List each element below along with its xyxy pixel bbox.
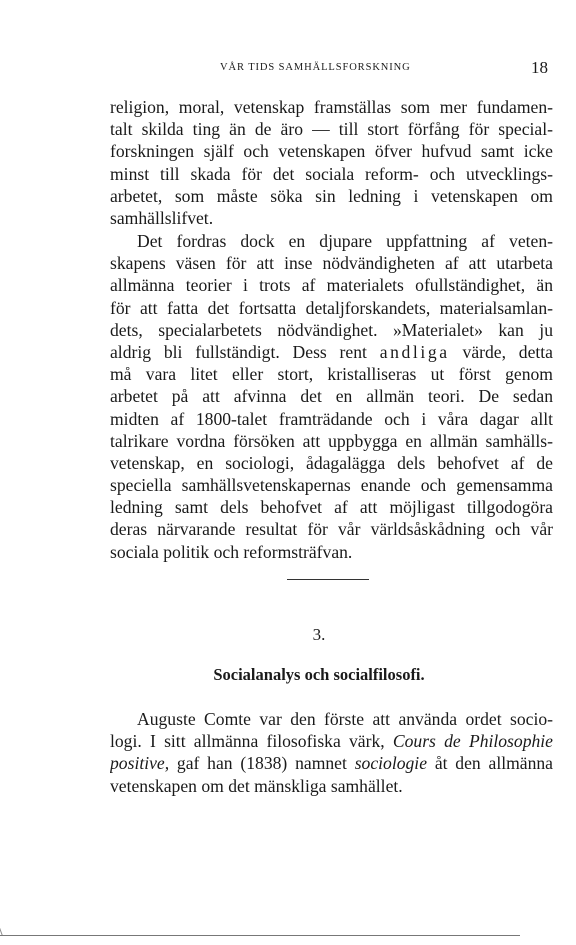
text-run: åt den allmänna [427,753,553,774]
running-head: VÅR TIDS SAMHÄLLSFORSKNING [220,62,411,73]
text-run: gaf han (1838) namnet [169,753,355,774]
text-run: värde, detta [449,341,553,362]
text-line: arbetet, som måste söka sin ledning i vetenskapen om [110,185,553,206]
text-line: talt skilda ting än de äro — till stort förfång för special- [110,119,553,140]
section-title: Socialanalys och socialfilosofi. [213,665,425,684]
page-number: 18 [531,58,548,77]
text-line: talrikare vordna försöken att uppbygga en allmän samhälls- [110,430,553,451]
text-line: forskningen själf och vetenskapen öfver hufvud samt icke [110,141,553,162]
spaced-emphasis: andliga [379,341,450,362]
text-line: midten af 1800-talet framträdande och i våra dagar allt [110,408,553,429]
paragraph-continued [110,96,553,229]
text-line: Det fordras dock en djupare uppfattning af veten- [137,231,553,251]
text-line: för att fatta det fortsatta detaljforskandets, materialsamlan- [110,297,553,318]
italic-term: sociologie [354,753,428,774]
text-line: dets, specialarbetets nödvändighet. »Materialet» kan ju [110,319,553,340]
scan-edge-line [0,935,520,936]
text-line: Auguste Comte var den förste att använda ordet socio- [137,709,553,729]
italic-title: positive, [110,753,170,774]
text-line: skapens väsen för att inse nödvändigheten af att utarbeta [110,253,553,274]
text-line: deras närvarande resultat för vår världsåskådning och vår [110,519,553,540]
paragraph [110,708,553,797]
text-line [110,730,553,752]
text-line: allmänna teorier i trots af materialets ofullständighet, än [110,275,553,296]
text-run: logi. I sitt allmänna filosofiska värk, [110,731,393,752]
italic-title: Cours de Philosophie [392,731,553,752]
text-line: vetenskapen om det mänskliga samhället. [110,775,403,796]
text-line: sociala politik och reformsträfvan. [110,541,353,562]
text-line [110,752,553,774]
text-line: minst till skada för det sociala reform- och utvecklings- [110,163,553,184]
text-line: speciella samhällsvetenskapernas enande och gemensamma [110,475,553,496]
text-line: samhällslifvet. [110,207,214,228]
section-divider [287,579,369,580]
text-line: må vara litet eller stort, kristalliseras ut först genom [110,364,553,385]
text-line-spaced [110,341,553,363]
paragraph [110,230,553,563]
text-line: vetenskap, en sociologi, ådagalägga dels behofvet af de [110,452,553,473]
text-line: arbetet på att afvinna det en allmän teori. De sedan [110,386,553,407]
section-number: 3. [312,625,326,644]
text-line: ledning samt dels behofvet af att möjligast tillgodogöra [110,497,553,518]
text-run: aldrig bli fullständigt. Dess rent [110,341,380,362]
text-line: religion, moral, vetenskap framställas som mer fundamen- [110,97,553,117]
